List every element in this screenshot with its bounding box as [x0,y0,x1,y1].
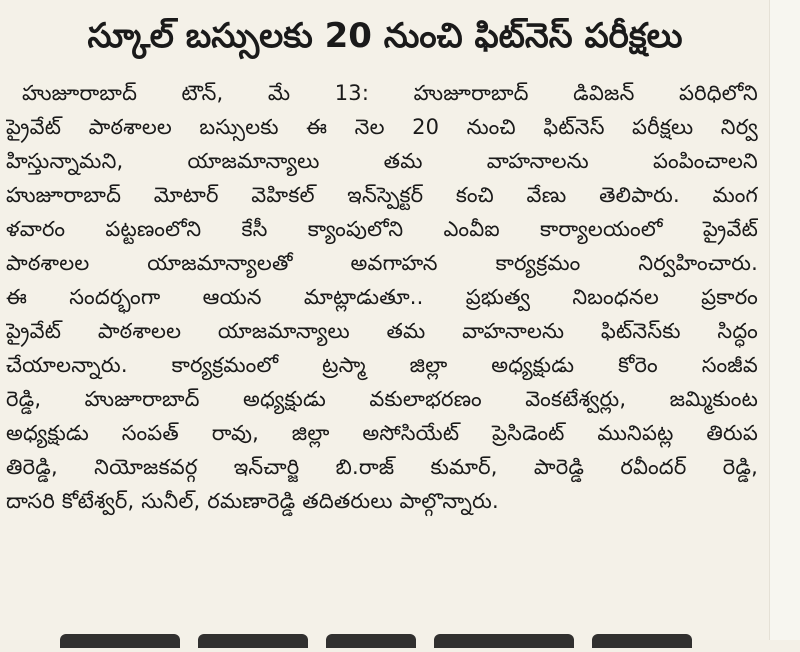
article-line: ప్రైవేట్ పాఠశాలల యాజమాన్యాలు తమ వాహనాలను ఫిట్‌నెస్‌కు సిద్ధం [6,319,758,343]
article-line: పాఠశాలల యాజమాన్యాలతో అవగాహన కార్యక్రమం నిర్వహించారు. [6,251,758,275]
article-line: ళవారం పట్టణంలోని కేసీ క్యాంపులోని ఎంవీఐ కార్యాలయంలో ప్రైవేట్ [6,217,758,241]
article-line: రెడ్డి, హుజూరాబాద్ అధ్యక్షుడు వకులాభరణం వెంకటేశ్వర్లు, జమ్మికుంట [6,387,758,411]
article-line: దాసరి కోటేశ్వర్, సునీల్, రమణారెడ్డి తదితరులు పాల్గొన్నారు. [6,489,499,513]
article-line: తిరెడ్డి, నియోజకవర్గ ఇన్‌చార్జి బి.రాజ్ కుమార్, పారెడ్డి రవీందర్ రెడ్డి, [6,455,758,479]
article-line: హిస్తున్నామని, యాజమాన్యాలు తమ వాహనాలను పంపించాలని [6,149,758,173]
article-line: ఈ సందర్భంగా ఆయన మాట్లాడుతూ.. ప్రభుత్వ నిబంధనల ప్రకారం [6,285,758,309]
next-headline-cropped [60,612,710,652]
article-line: ప్రైవేట్ పాఠశాలల బస్సులకు ఈ నెల 20 నుంచి ఫిట్‌నెస్ పరీక్షలు నిర్వ [6,115,758,139]
article-line: చేయాలన్నారు. కార్యక్రమంలో ట్రస్మా జిల్లా అధ్యక్షుడు కోరెం సంజీవ [6,353,758,377]
article-line: హుజూరాబాద్ టౌన్, మే 13: హుజూరాబాద్ డివిజన్ పరిధిలోని [22,81,758,105]
article-line: హుజూరాబాద్ మోటార్ వెహికల్ ఇన్‌స్పెక్టర్ కంచి వేణు తెలిపారు. మంగ [6,183,758,207]
article-headline: స్కూల్ బస్సులకు 20 నుంచి ఫిట్‌నెస్ పరీక్షలు [87,16,683,56]
page-margin [769,0,800,640]
article-body [6,76,758,518]
article-line: అధ్యక్షుడు సంపత్ రావు, జిల్లా అసోసియేట్ ప్రెసిడెంట్ మునిపట్ల తిరుప [6,421,758,445]
